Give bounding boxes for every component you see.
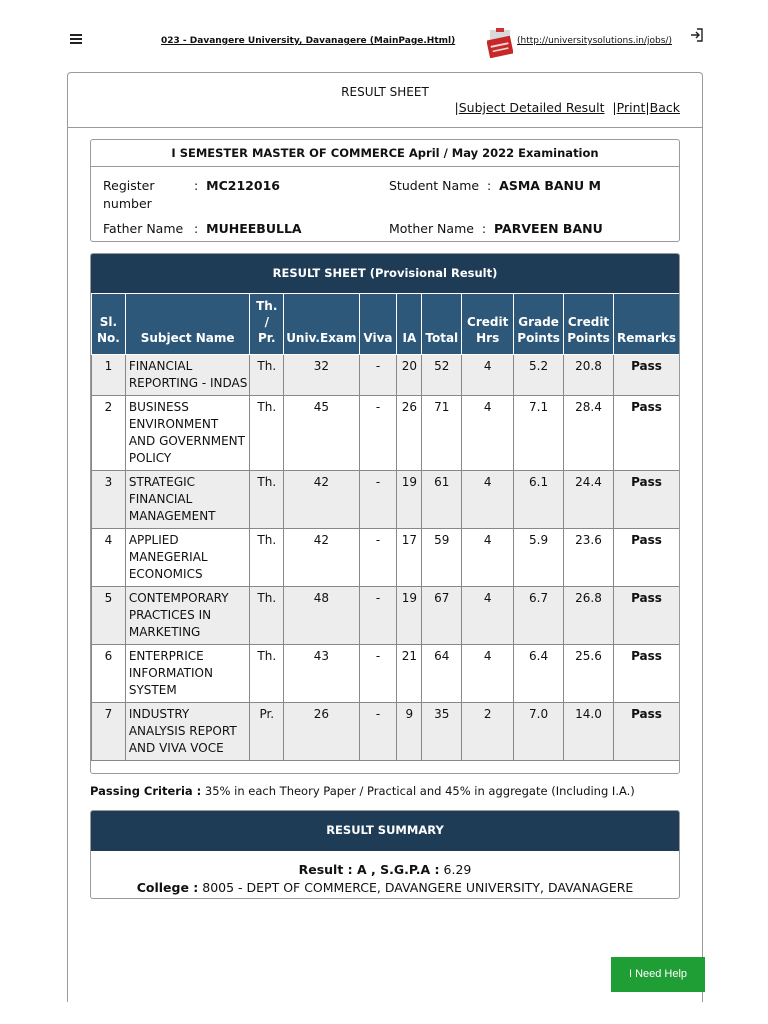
cell-subject: CONTEMPORARY PRACTICES IN MARKETING: [125, 587, 250, 645]
cell-sl: 6: [92, 645, 126, 703]
cell-ia: 9: [397, 703, 422, 761]
table-row: [92, 529, 680, 587]
cell-ia: 26: [397, 396, 422, 471]
register-label-2: number: [103, 196, 152, 211]
cell-total: 67: [422, 587, 462, 645]
cell-grade-points: 5.2: [514, 355, 564, 396]
father-value: : MUHEEBULLA: [194, 221, 302, 236]
cell-ia: 19: [397, 471, 422, 529]
cell-thpr: Th.: [250, 529, 284, 587]
cell-sl: 1: [92, 355, 126, 396]
cell-credit-hrs: 4: [462, 471, 514, 529]
result-header: [68, 73, 702, 128]
table-row: [92, 587, 680, 645]
cell-thpr: Th.: [250, 645, 284, 703]
cell-sl: 2: [92, 396, 126, 471]
cell-sl: 3: [92, 471, 126, 529]
cell-subject: STRATEGIC FINANCIAL MANAGEMENT: [125, 471, 250, 529]
cell-credit-points: 14.0: [564, 703, 614, 761]
table-row: [92, 703, 680, 761]
cell-total: 52: [422, 355, 462, 396]
college-line: College : 8005 - DEPT OF COMMERCE, DAVANGERE UNIVERSITY, DAVANAGERE: [136, 880, 634, 895]
cell-remarks: Pass: [613, 587, 679, 645]
col-credit-points: Credit Points: [564, 294, 614, 355]
cell-grade-points: 6.4: [514, 645, 564, 703]
result-table: [91, 293, 680, 761]
col-total: Total: [422, 294, 462, 355]
cell-credit-hrs: 4: [462, 645, 514, 703]
col-remarks: Remarks: [613, 294, 679, 355]
cell-thpr: Th.: [250, 471, 284, 529]
cell-thpr: Pr.: [250, 703, 284, 761]
table-row: [92, 645, 680, 703]
register-label: Register: [103, 178, 155, 193]
table-row: [92, 471, 680, 529]
father-label: Father Name: [103, 221, 184, 236]
cell-viva: -: [359, 645, 397, 703]
cell-ia: 20: [397, 355, 422, 396]
cell-grade-points: 6.7: [514, 587, 564, 645]
top-bar: [0, 0, 768, 70]
col-viva: Viva: [359, 294, 397, 355]
cell-total: 61: [422, 471, 462, 529]
cell-subject: ENTERPRICE INFORMATION SYSTEM: [125, 645, 250, 703]
cell-credit-points: 25.6: [564, 645, 614, 703]
col-grade-points: Grade Points: [514, 294, 564, 355]
header-links: |Subject Detailed Result |Print|Back: [454, 100, 680, 115]
cell-sl: 5: [92, 587, 126, 645]
cell-credit-hrs: 4: [462, 529, 514, 587]
cell-credit-hrs: 4: [462, 355, 514, 396]
cell-credit-hrs: 4: [462, 396, 514, 471]
cell-thpr: Th.: [250, 355, 284, 396]
cell-viva: -: [359, 587, 397, 645]
cell-remarks: Pass: [613, 703, 679, 761]
col-univ: Univ.Exam: [284, 294, 359, 355]
col-credit-hrs: Credit Hrs: [462, 294, 514, 355]
cell-viva: -: [359, 703, 397, 761]
jobs-link[interactable]: (http://universitysolutions.in/jobs/): [517, 36, 672, 46]
cell-univ: 45: [284, 396, 359, 471]
mother-name: Mother Name : PARVEEN BANU: [389, 221, 603, 236]
cell-sl: 7: [92, 703, 126, 761]
cell-univ: 48: [284, 587, 359, 645]
cell-subject: APPLIED MANEGERIAL ECONOMICS: [125, 529, 250, 587]
cell-credit-points: 24.4: [564, 471, 614, 529]
table-header-row: [92, 294, 680, 355]
cell-remarks: Pass: [613, 529, 679, 587]
cell-viva: -: [359, 396, 397, 471]
cell-remarks: Pass: [613, 396, 679, 471]
result-table-panel: [90, 253, 680, 774]
sign-out-icon[interactable]: [690, 28, 704, 42]
cell-viva: -: [359, 529, 397, 587]
main-page-link[interactable]: 023 - Davangere University, Davanagere (MainPage.Html): [161, 36, 456, 46]
col-ia: IA: [397, 294, 422, 355]
cell-remarks: Pass: [613, 471, 679, 529]
col-subject: Subject Name: [125, 294, 250, 355]
cell-ia: 21: [397, 645, 422, 703]
cell-viva: -: [359, 471, 397, 529]
cell-total: 64: [422, 645, 462, 703]
col-sl: Sl. No.: [92, 294, 126, 355]
cell-credit-points: 26.8: [564, 587, 614, 645]
cell-univ: 43: [284, 645, 359, 703]
register-value: : MC212016: [194, 178, 280, 193]
col-thpr: Th. / Pr.: [250, 294, 284, 355]
result-table-title: RESULT SHEET (Provisional Result): [91, 254, 679, 293]
sgpa-line: Result : A , S.G.P.A : 6.29: [298, 862, 472, 877]
cell-subject: FINANCIAL REPORTING - INDAS: [125, 355, 250, 396]
result-summary-panel: [90, 810, 680, 899]
student-name: Student Name : ASMA BANU M: [389, 178, 601, 193]
table-row: [92, 355, 680, 396]
cell-thpr: Th.: [250, 396, 284, 471]
cell-credit-hrs: 2: [462, 703, 514, 761]
exam-title: I SEMESTER MASTER OF COMMERCE April / May 2022 Examination: [91, 140, 679, 167]
cell-viva: -: [359, 355, 397, 396]
cell-ia: 19: [397, 587, 422, 645]
cell-grade-points: 5.9: [514, 529, 564, 587]
result-summary-title: RESULT SUMMARY: [91, 811, 679, 851]
cell-grade-points: 7.1: [514, 396, 564, 471]
cell-total: 35: [422, 703, 462, 761]
print-link[interactable]: Print: [616, 100, 646, 115]
cell-univ: 42: [284, 471, 359, 529]
cell-grade-points: 6.1: [514, 471, 564, 529]
back-link[interactable]: Back: [649, 100, 680, 115]
cell-credit-points: 20.8: [564, 355, 614, 396]
cell-ia: 17: [397, 529, 422, 587]
cell-credit-hrs: 4: [462, 587, 514, 645]
cell-remarks: Pass: [613, 355, 679, 396]
cell-subject: BUSINESS ENVIRONMENT AND GOVERNMENT POLICY: [125, 396, 250, 471]
cell-credit-points: 23.6: [564, 529, 614, 587]
hamburger-menu-icon[interactable]: [70, 34, 82, 44]
cell-subject: INDUSTRY ANALYSIS REPORT AND VIVA VOCE: [125, 703, 250, 761]
page-title: RESULT SHEET: [341, 85, 429, 99]
subject-detailed-result-link[interactable]: Subject Detailed Result: [458, 100, 605, 115]
cell-univ: 42: [284, 529, 359, 587]
job-openings-icon[interactable]: [487, 28, 513, 58]
need-help-button[interactable]: I Need Help: [611, 957, 705, 992]
cell-univ: 32: [284, 355, 359, 396]
cell-grade-points: 7.0: [514, 703, 564, 761]
cell-sl: 4: [92, 529, 126, 587]
exam-info-panel: [90, 139, 680, 242]
result-frame: [67, 72, 703, 1002]
cell-total: 71: [422, 396, 462, 471]
passing-criteria: Passing Criteria : 35% in each Theory Paper / Practical and 45% in aggregate (Including I.A.): [90, 784, 635, 798]
cell-remarks: Pass: [613, 645, 679, 703]
cell-univ: 26: [284, 703, 359, 761]
table-row: [92, 396, 680, 471]
cell-credit-points: 28.4: [564, 396, 614, 471]
cell-thpr: Th.: [250, 587, 284, 645]
cell-total: 59: [422, 529, 462, 587]
